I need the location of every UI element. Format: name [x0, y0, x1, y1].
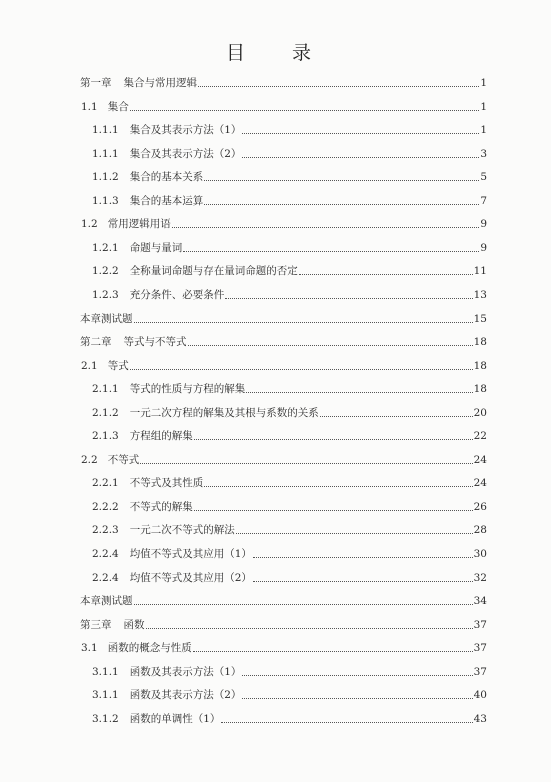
toc-entry	[92, 282, 487, 302]
toc-dot-leader	[253, 556, 473, 558]
toc-entry-page: 26	[473, 500, 487, 513]
toc-dot-leader	[140, 462, 472, 464]
toc-dot-leader	[299, 273, 473, 275]
toc-entry	[92, 376, 487, 396]
toc-entry	[80, 588, 487, 608]
toc-dot-leader	[146, 627, 473, 629]
toc-entry	[92, 565, 487, 585]
toc-entry	[92, 258, 487, 278]
toc-entry-title: 本章测试题	[80, 595, 133, 608]
toc-entry-title: 不等式的解集	[129, 500, 193, 513]
toc-entry	[80, 306, 487, 326]
toc-entry-page: 18	[473, 383, 487, 396]
toc-entry-page: 7	[480, 194, 487, 207]
toc-entry-title: 等式	[107, 359, 129, 372]
toc-entry-page: 18	[473, 359, 487, 372]
toc-entry-title: 命题与量词	[129, 241, 183, 254]
toc-entry-page: 20	[473, 406, 487, 419]
toc-entry-page: 37	[473, 642, 487, 655]
toc-entry-title: 函数及其表示方法（1）	[129, 665, 242, 678]
toc-dot-leader	[130, 368, 473, 370]
toc-entry	[80, 70, 487, 90]
toc-entry-title: 集合的基本关系	[129, 171, 204, 184]
toc-dot-leader	[130, 109, 480, 111]
toc-entry	[92, 659, 487, 679]
toc-entry-title: 一元二次方程的解集及其根与系数的关系	[129, 406, 319, 419]
toc-dot-leader	[183, 250, 479, 252]
toc-entry	[80, 329, 487, 349]
toc-entry-number: 1.2	[81, 218, 98, 231]
toc-entry	[92, 682, 487, 702]
toc-dot-leader	[204, 179, 479, 181]
toc-entry-number: 1.1.3	[92, 194, 119, 207]
toc-entry	[92, 494, 487, 514]
toc-entry-title: 充分条件、必要条件	[129, 288, 225, 301]
toc-entry	[92, 470, 487, 490]
toc-entry-title: 一元二次不等式的解法	[129, 524, 235, 537]
toc-entry-number: 2.1	[81, 359, 98, 372]
toc-entry-page: 1	[480, 100, 487, 113]
toc-entry-title: 函数的概念与性质	[107, 642, 192, 655]
toc-entry-title: 等式与不等式	[123, 336, 187, 349]
toc-entry-title: 集合的基本运算	[129, 194, 204, 207]
toc-entry-number: 2.2	[81, 453, 98, 466]
toc-entry	[92, 541, 487, 561]
toc-dot-leader	[194, 509, 473, 511]
toc-dot-leader	[134, 603, 473, 605]
toc-dot-leader	[320, 415, 473, 417]
toc-entry-number: 2.2.2	[92, 500, 119, 513]
toc-entry-title: 不等式	[107, 453, 140, 466]
toc-entry-number: 2.2.4	[92, 548, 119, 560]
toc-dot-leader	[194, 438, 473, 440]
toc-entry-title: 均值不等式及其应用（2）	[129, 571, 252, 584]
toc-entry-number: 3.1.2	[92, 712, 119, 725]
toc-entry-page: 22	[473, 430, 487, 443]
toc-entry-page: 9	[480, 218, 487, 231]
toc-entry-page: 13	[473, 288, 487, 301]
toc-entry-number: 2.2.4	[92, 571, 119, 584]
toc-entry	[92, 235, 487, 255]
toc-entry-title: 函数	[123, 618, 145, 631]
toc-dot-leader	[242, 674, 472, 676]
page-title: 目 录	[225, 42, 325, 64]
toc-dot-leader	[242, 132, 479, 134]
toc-entry-title: 集合	[107, 100, 129, 113]
toc-entry-page: 11	[473, 265, 487, 278]
toc-entry-number: 2.2.1	[92, 477, 119, 490]
toc-entry	[92, 141, 487, 161]
toc-entry-title: 方程组的解集	[129, 430, 193, 443]
toc-entry-title: 常用逻辑用语	[107, 218, 171, 231]
toc-entry-title: 等式的性质与方程的解集	[129, 383, 246, 396]
toc-entry-number: 1.1.1	[92, 147, 119, 160]
toc-entry-page: 40	[473, 689, 487, 702]
toc-entry	[81, 635, 487, 655]
toc-entry-number: 2.1.1	[92, 383, 119, 396]
toc-entry-page: 37	[473, 618, 487, 631]
toc-entry-title: 不等式及其性质	[129, 477, 204, 490]
toc-dot-leader	[253, 580, 473, 582]
toc-entry	[81, 211, 487, 231]
toc-entry-page: 24	[473, 477, 487, 490]
toc-entry-page: 34	[473, 595, 487, 608]
toc-entry	[92, 117, 487, 137]
toc-entry-number: 2.1.2	[92, 406, 119, 419]
toc-entry-number: 2.2.3	[92, 524, 119, 537]
toc-entry-number: 1.2.1	[92, 241, 119, 254]
toc-entry-page: 1	[480, 77, 487, 89]
toc-entry-number: 1.1.1	[92, 124, 119, 137]
toc-entry-title: 本章测试题	[80, 312, 133, 325]
toc-dot-leader	[221, 721, 472, 723]
toc-entry-page: 3	[480, 147, 487, 160]
toc-entry	[92, 423, 487, 443]
toc-entry-page: 30	[473, 548, 487, 560]
toc-dot-leader	[242, 697, 472, 699]
toc-entry-title: 均值不等式及其应用（1）	[129, 548, 252, 560]
toc-dot-leader	[193, 650, 473, 652]
toc-entry-title: 函数的单调性（1）	[129, 712, 221, 725]
toc-dot-leader	[225, 297, 472, 299]
toc-entry	[92, 164, 487, 184]
toc-dot-leader	[198, 85, 479, 87]
toc-entry-page: 1	[480, 124, 487, 137]
toc-entry-number: 1.1	[81, 100, 98, 113]
toc-entry-number: 第二章	[80, 336, 112, 349]
toc-entry-page: 15	[473, 312, 487, 325]
toc-entry-number: 3.1	[81, 642, 98, 655]
toc-entry-title: 集合及其表示方法（1）	[129, 124, 242, 137]
toc-dot-leader	[242, 156, 479, 158]
toc-entry	[80, 612, 487, 632]
toc-entry-number: 第一章	[80, 77, 112, 89]
toc-dot-leader	[172, 226, 480, 228]
toc-entry	[81, 94, 487, 114]
toc-entry	[92, 517, 487, 537]
toc-entry-number: 第三章	[80, 618, 112, 631]
toc-entry-page: 28	[473, 524, 487, 537]
toc-dot-leader	[188, 344, 473, 346]
toc-entry-number: 3.1.1	[92, 689, 119, 702]
toc-entry-page: 32	[473, 571, 487, 584]
toc-dot-leader	[204, 203, 479, 205]
toc-entry-page: 24	[473, 453, 487, 466]
toc-entry-number: 1.2.3	[92, 288, 119, 301]
toc-dot-leader	[236, 532, 473, 534]
toc-entry-title: 全称量词命题与存在量词命题的否定	[129, 265, 298, 278]
toc-entry-title: 集合与常用逻辑	[123, 77, 197, 89]
toc-entry-number: 3.1.1	[92, 665, 119, 678]
toc-entry-number: 2.1.3	[92, 430, 119, 443]
toc-entry-title: 函数及其表示方法（2）	[129, 689, 242, 702]
toc-entry-page: 43	[473, 712, 487, 725]
toc-dot-leader	[204, 485, 472, 487]
toc-entry-page: 18	[473, 336, 487, 349]
toc-entry-page: 5	[480, 171, 487, 184]
toc-entry-number: 1.2.2	[92, 265, 119, 278]
toc-entry	[92, 400, 487, 420]
toc-entry	[92, 188, 487, 208]
toc-entry	[81, 447, 487, 467]
toc-entry-title: 集合及其表示方法（2）	[129, 147, 242, 160]
toc-entry-page: 9	[480, 241, 487, 254]
toc-entry-number: 1.1.2	[92, 171, 119, 184]
toc-entry	[92, 706, 487, 726]
toc-entry-page: 37	[473, 665, 487, 678]
toc-entry	[81, 353, 487, 373]
toc-dot-leader	[246, 391, 472, 393]
toc-dot-leader	[134, 321, 473, 323]
